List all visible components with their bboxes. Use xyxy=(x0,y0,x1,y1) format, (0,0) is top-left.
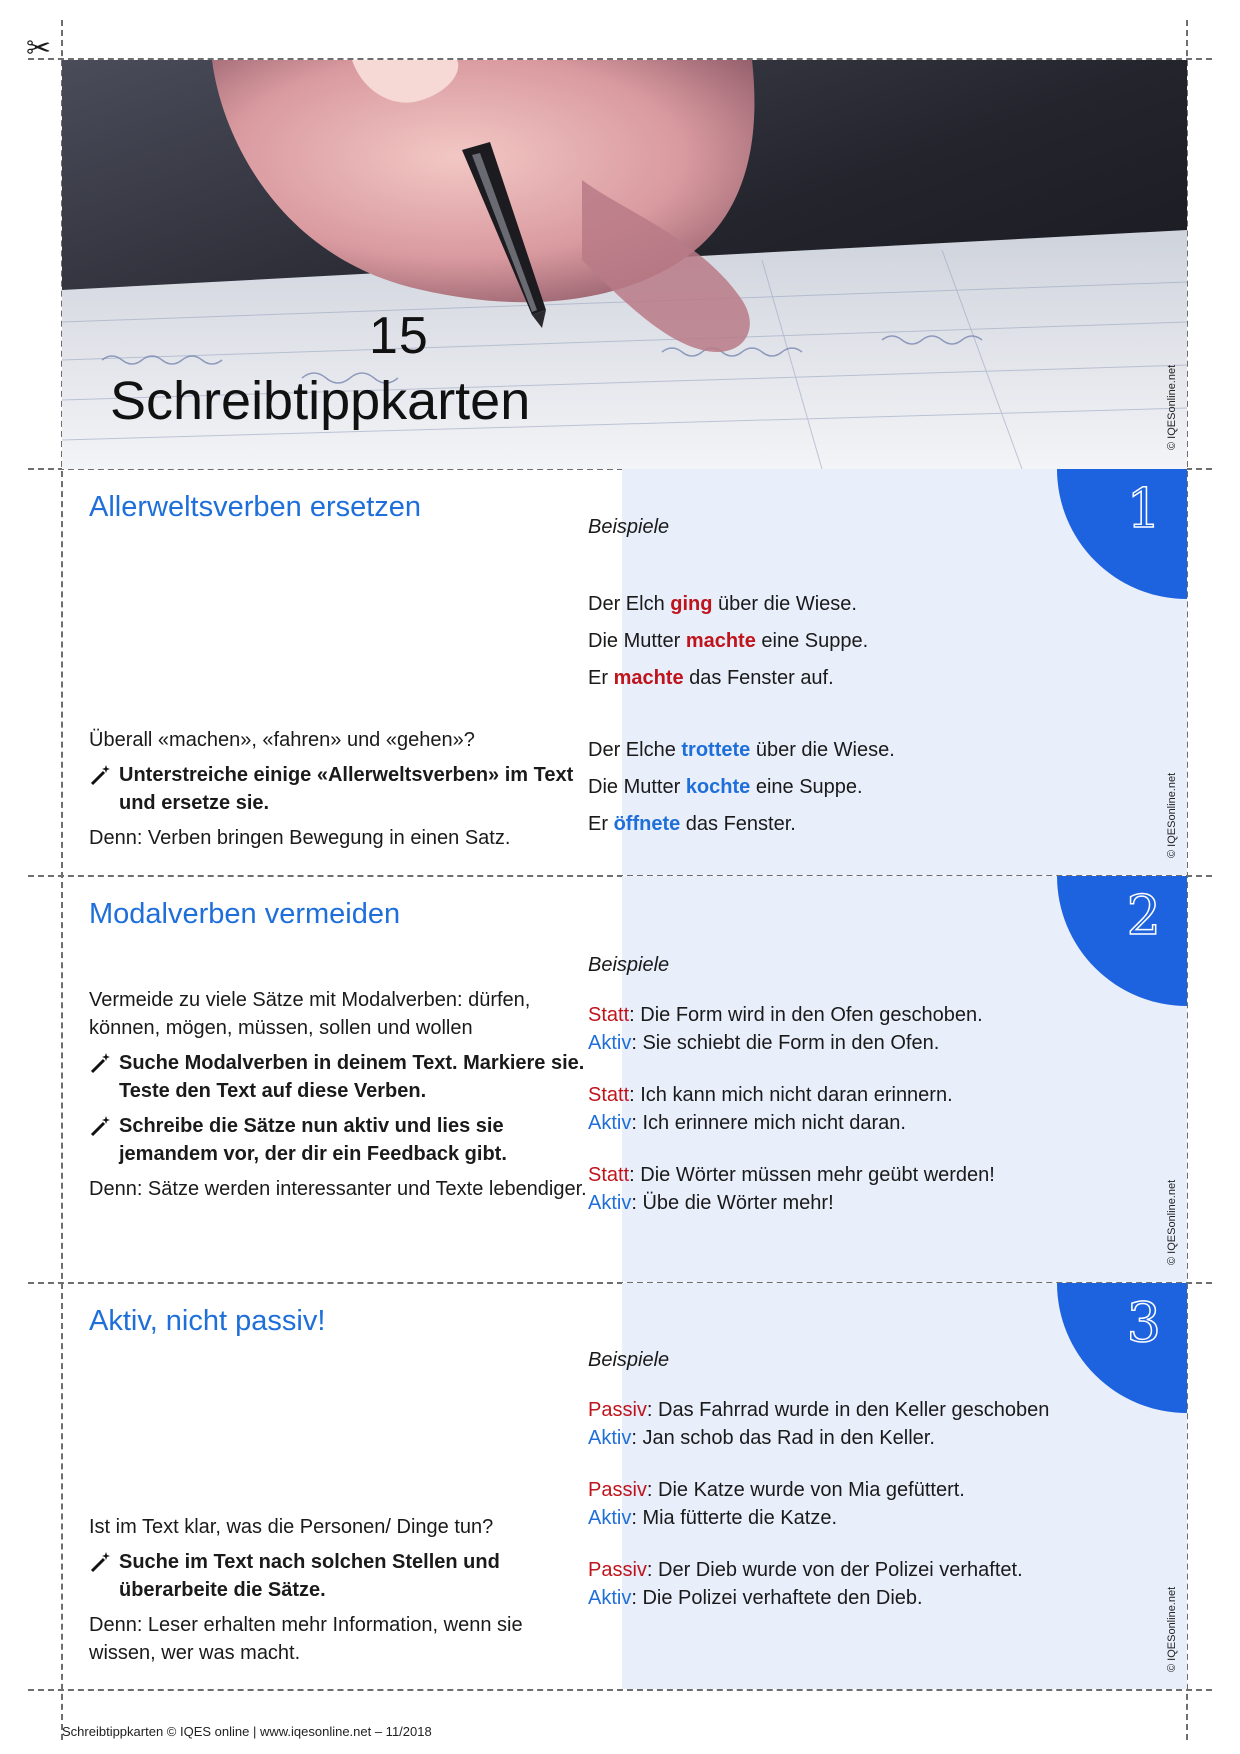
badge-digit: 3 xyxy=(1126,1291,1161,1354)
example-before: Passiv: Der Dieb wurde von der Polizei verhaftet. xyxy=(588,1559,1023,1581)
example-line-original: Er machte das Fenster auf. xyxy=(588,667,834,689)
card-tip-text: Suche im Text nach solchen Stellen und überarbeite die Sätze. xyxy=(119,1551,500,1601)
example-line-original: Die Mutter machte eine Suppe. xyxy=(588,630,869,652)
example-after: Aktiv: Die Polizei verhaftete den Dieb. xyxy=(588,1587,923,1609)
card-title: Modalverben vermeiden xyxy=(89,898,401,930)
example-after: Aktiv: Mia fütterte die Katze. xyxy=(588,1507,837,1529)
copyright-vertical-card-3: © IQESonline.net xyxy=(1166,1586,1178,1672)
copyright-vertical-card-1: © IQESonline.net xyxy=(1166,772,1178,858)
card-tip xyxy=(89,761,589,817)
copyright-vertical-header: © IQESonline.net xyxy=(1166,364,1178,450)
example-line-improved: Die Mutter kochte eine Suppe. xyxy=(588,776,863,798)
card-intro: Ist im Text klar, was die Personen/ Dinge tun? xyxy=(89,1516,494,1538)
card-2-examples xyxy=(588,951,1108,1217)
example-after: Aktiv: Sie schiebt die Form in den Ofen. xyxy=(588,1032,940,1054)
example-before: Statt: Die Wörter müssen mehr geübt werden! xyxy=(588,1164,995,1186)
examples-heading: Beispiele xyxy=(588,1349,670,1371)
example-before: Passiv: Die Katze wurde von Mia gefüttert. xyxy=(588,1479,965,1501)
page-footer: Schreibtippkarten © IQES online | www.iqesonline.net – 11/2018 xyxy=(62,1724,432,1739)
magic-wand-icon xyxy=(89,764,111,786)
magic-wand-icon xyxy=(89,1052,111,1074)
examples-heading: Beispiele xyxy=(588,516,670,538)
example-before: Statt: Die Form wird in den Ofen geschoben. xyxy=(588,1004,983,1026)
example-before: Passiv: Das Fahrrad wurde in den Keller geschoben xyxy=(588,1399,1050,1421)
hero-number: 15 xyxy=(369,307,429,365)
card-1-examples xyxy=(588,513,1108,843)
badge-digit: 2 xyxy=(1126,884,1161,947)
card-3-examples xyxy=(588,1346,1108,1612)
card-title: Allerweltsverben ersetzen xyxy=(89,491,422,523)
example-after: Aktiv: Ich erinnere mich nicht daran. xyxy=(588,1112,906,1134)
example-after: Aktiv: Jan schob das Rad in den Keller. xyxy=(588,1427,935,1449)
card-outro: Denn: Verben bringen Bewegung in einen Satz. xyxy=(89,827,511,849)
card-3-body xyxy=(89,1513,589,1674)
card-title: Aktiv, nicht passiv! xyxy=(89,1305,326,1337)
examples-heading: Beispiele xyxy=(588,954,670,976)
magic-wand-icon xyxy=(89,1551,111,1573)
example-line-improved: Der Elche trottete über die Wiese. xyxy=(588,739,895,761)
card-outro: Denn: Sätze werden interessanter und Texte lebendiger. xyxy=(89,1178,587,1200)
magic-wand-icon xyxy=(89,1115,111,1137)
header-photo xyxy=(62,60,1187,469)
card-2-body xyxy=(89,986,589,1210)
badge-digit: 1 xyxy=(1126,477,1161,540)
example-line-original: Der Elch ging über die Wiese. xyxy=(588,593,857,615)
card-tip xyxy=(89,1112,589,1168)
card-intro: Überall «machen», «fahren» und «gehen»? xyxy=(89,729,475,751)
card-tip xyxy=(89,1548,589,1604)
cut-line-bottom xyxy=(28,1689,1212,1691)
card-outro: Denn: Leser erhalten mehr Information, wenn sie wissen, wer was macht. xyxy=(89,1614,523,1664)
card-1-body xyxy=(89,726,589,859)
card-intro: Vermeide zu viele Sätze mit Modalverben: dürfen, können, mögen, müssen, sollen und wollen xyxy=(89,989,531,1039)
copyright-vertical-card-2: © IQESonline.net xyxy=(1166,1179,1178,1265)
card-tip xyxy=(89,1049,589,1105)
example-after: Aktiv: Übe die Wörter mehr! xyxy=(588,1192,834,1214)
card-tip-text: Suche Modalverben in deinem Text. Markiere sie. Teste den Text auf diese Verben. xyxy=(119,1052,585,1102)
scissors-icon: ✂ xyxy=(26,32,52,65)
card-tip-text: Schreibe die Sätze nun aktiv und lies sie jemandem vor, der dir ein Feedback gibt. xyxy=(119,1115,507,1165)
hero-title: Schreibtippkarten xyxy=(110,371,531,431)
example-line-improved: Er öffnete das Fenster. xyxy=(588,813,796,835)
example-before: Statt: Ich kann mich nicht daran erinnern. xyxy=(588,1084,953,1106)
card-tip-text: Unterstreiche einige «Allerweltsverben» im Text und ersetze sie. xyxy=(119,764,574,814)
